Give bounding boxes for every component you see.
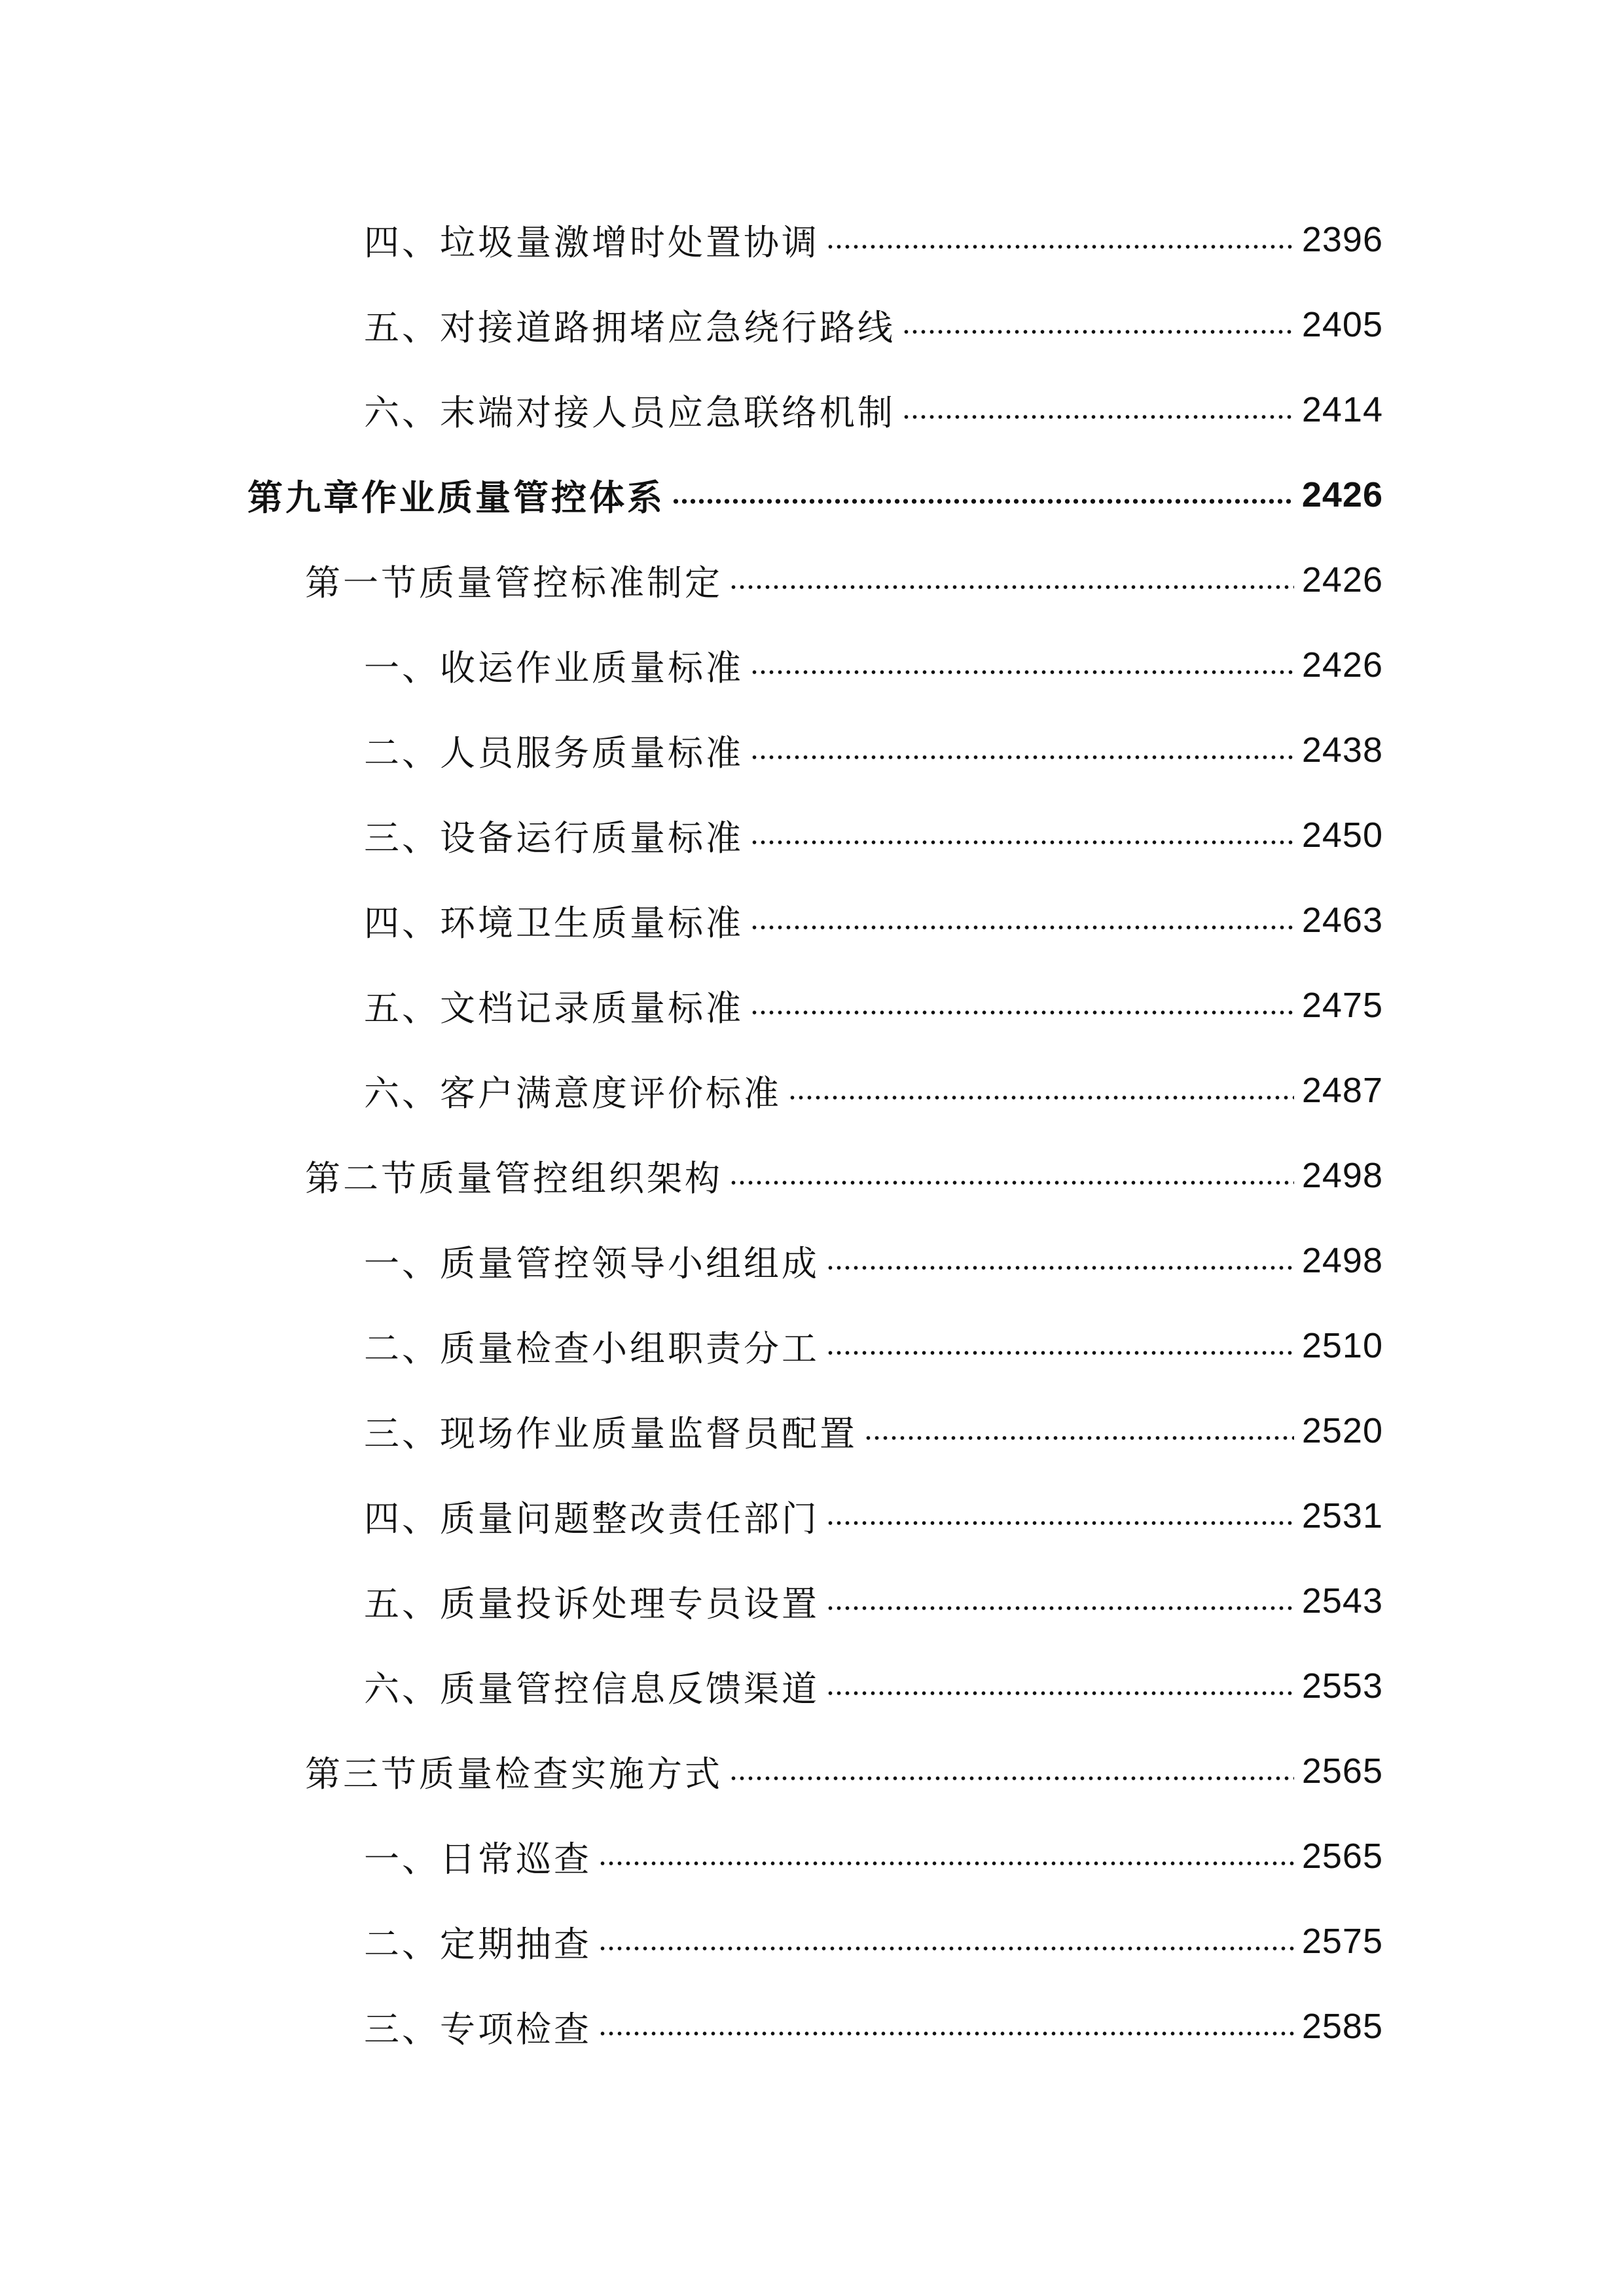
toc-dot-leader: [826, 1691, 1294, 1696]
toc-entry-title: 二、定期抽查: [364, 1923, 592, 1965]
toc-dot-leader: [902, 329, 1294, 334]
toc-dot-leader: [750, 1010, 1294, 1015]
toc-page-number: 2565: [1301, 1751, 1383, 1791]
toc-dot-leader: [750, 840, 1294, 845]
toc-dot-leader: [598, 1861, 1294, 1866]
toc-dot-leader: [826, 1520, 1294, 1526]
toc-page-number: 2463: [1301, 901, 1383, 940]
toc-entry[interactable]: [364, 378, 1383, 441]
toc-page-number: 2487: [1301, 1071, 1383, 1110]
toc-page-number: 2475: [1301, 986, 1383, 1025]
toc-dot-leader: [902, 414, 1294, 420]
toc-chapter-entry[interactable]: [247, 463, 1383, 526]
toc-dot-leader: [750, 755, 1294, 760]
toc-entry-title: 四、垃圾量激增时处置协调: [364, 221, 820, 263]
toc-entry-title: 五、质量投诉处理专员设置: [364, 1583, 820, 1624]
toc-entry-title: 三、现场作业质量监督员配置: [364, 1412, 857, 1454]
toc-entry[interactable]: [364, 1059, 1383, 1122]
toc-entry-title: 六、客户满意度评价标准: [364, 1072, 782, 1114]
toc-entry[interactable]: [364, 1399, 1383, 1462]
toc-page-number: 2510: [1301, 1326, 1383, 1365]
toc-dot-leader: [826, 1265, 1294, 1270]
toc-entry[interactable]: [364, 1825, 1383, 1888]
toc-dot-leader: [750, 925, 1294, 930]
toc-page-number: 2565: [1301, 1837, 1383, 1876]
toc-entry[interactable]: [364, 1655, 1383, 1717]
toc-dot-leader: [729, 584, 1294, 590]
toc-dot-leader: [729, 1776, 1294, 1781]
toc-section-entry[interactable]: [305, 1144, 1383, 1207]
toc-entry-title: 二、质量检查小组职责分工: [364, 1327, 820, 1369]
toc-dot-leader: [788, 1095, 1294, 1100]
toc-entry[interactable]: [364, 1570, 1383, 1632]
toc-dot-leader: [729, 1180, 1294, 1185]
toc-entry[interactable]: [364, 1314, 1383, 1377]
toc-page-number: 2553: [1301, 1666, 1383, 1706]
toc-entry[interactable]: [364, 208, 1383, 271]
toc-dot-leader: [826, 1350, 1294, 1355]
toc-entry-title: 三、专项检查: [364, 2008, 592, 2050]
toc-dot-leader: [826, 244, 1294, 249]
toc-dot-leader: [864, 1435, 1294, 1441]
toc-entry-title: 第三节质量检查实施方式: [305, 1753, 723, 1795]
toc-entry-title: 二、人员服务质量标准: [364, 732, 744, 774]
toc-page-number: 2520: [1301, 1411, 1383, 1450]
toc-page-number: 2498: [1301, 1241, 1383, 1280]
toc-page-number: 2531: [1301, 1496, 1383, 1535]
toc-entry-title: 六、质量管控信息反馈渠道: [364, 1668, 820, 1710]
toc-page-number: 2426: [1301, 645, 1383, 685]
toc-page-number: 2498: [1301, 1156, 1383, 1195]
toc-entry[interactable]: [364, 889, 1383, 952]
toc-entry[interactable]: [364, 719, 1383, 781]
toc-page-number: 2543: [1301, 1581, 1383, 1621]
toc-entry[interactable]: [364, 1229, 1383, 1292]
toc-page-number: 2585: [1301, 2007, 1383, 2046]
toc-section-entry[interactable]: [305, 548, 1383, 611]
toc-page-number: 2426: [1301, 560, 1383, 600]
toc-page-number: 2438: [1301, 730, 1383, 770]
toc-page-number: 2414: [1301, 390, 1383, 429]
toc-dot-leader: [598, 1946, 1294, 1951]
toc-entry-title: 六、末端对接人员应急联络机制: [364, 391, 895, 433]
toc-dot-leader: [672, 498, 1294, 505]
toc-entry-title: 四、环境卫生质量标准: [364, 902, 744, 944]
toc-page-number: 2405: [1301, 305, 1383, 344]
toc-entry[interactable]: [364, 1484, 1383, 1547]
toc-page-number: 2426: [1301, 475, 1383, 514]
toc-entry-title: 四、质量问题整改责任部门: [364, 1498, 820, 1539]
toc-dot-leader: [750, 670, 1294, 675]
toc-entry[interactable]: [364, 804, 1383, 867]
toc-page-number: 2450: [1301, 816, 1383, 855]
toc-entry-title: 五、文档记录质量标准: [364, 987, 744, 1029]
toc-entry-title: 一、收运作业质量标准: [364, 647, 744, 689]
toc-dot-leader: [598, 2031, 1294, 2036]
toc-entry-title: 第一节质量管控标准制定: [305, 562, 723, 603]
toc-entry-title: 一、日常巡查: [364, 1838, 592, 1880]
toc-page-number: 2575: [1301, 1922, 1383, 1961]
toc-entry-title: 第九章作业质量管控体系: [247, 476, 665, 518]
toc-entry-title: 五、对接道路拥堵应急绕行路线: [364, 306, 895, 348]
toc-entry[interactable]: [364, 634, 1383, 696]
toc-entry-title: 一、质量管控领导小组组成: [364, 1242, 820, 1284]
toc-page-number: 2396: [1301, 220, 1383, 259]
toc-entry[interactable]: [364, 293, 1383, 356]
toc-entry-title: 第二节质量管控组织架构: [305, 1157, 723, 1199]
toc-entry[interactable]: [364, 1995, 1383, 2058]
toc-section-entry[interactable]: [305, 1740, 1383, 1803]
toc-dot-leader: [826, 1605, 1294, 1611]
toc-entry[interactable]: [364, 974, 1383, 1037]
toc-entry[interactable]: [364, 1910, 1383, 1973]
toc-entry-title: 三、设备运行质量标准: [364, 817, 744, 859]
